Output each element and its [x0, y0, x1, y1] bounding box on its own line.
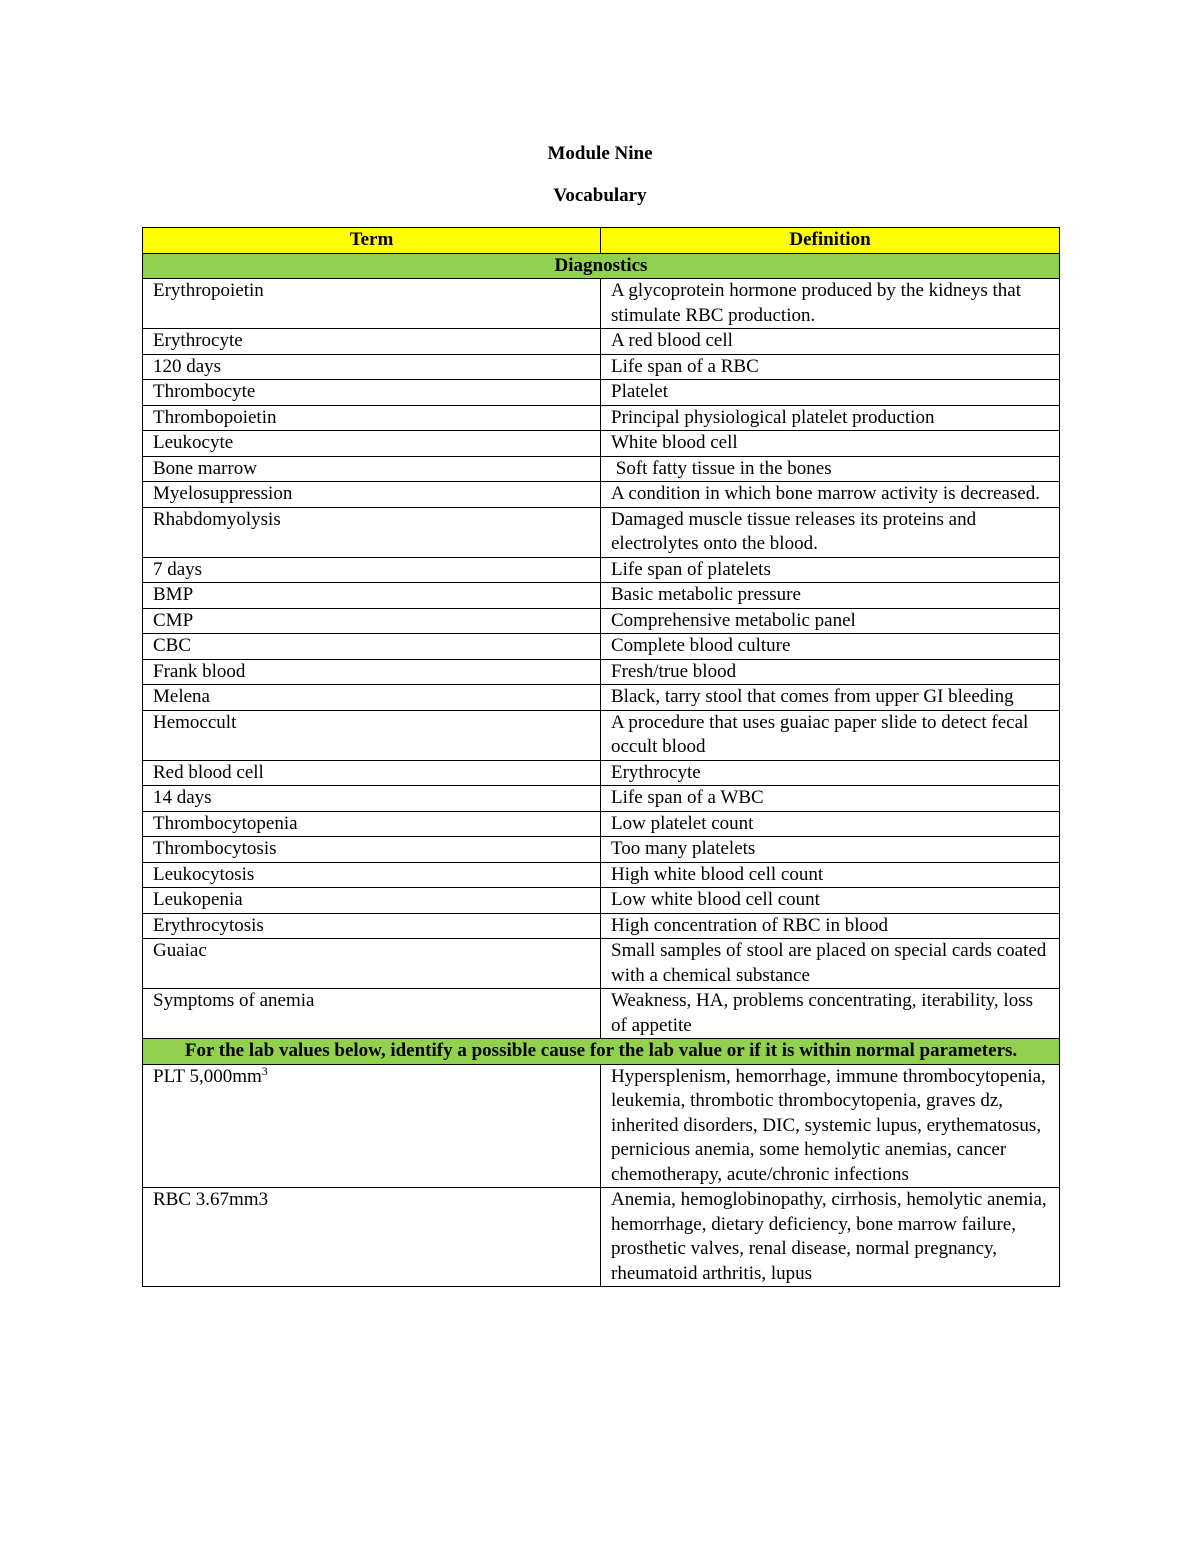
- section-row-diagnostics: [143, 253, 1060, 279]
- definition-cell: Small samples of stool are placed on special cards coated with a chemical substance: [601, 939, 1060, 989]
- term-cell: Thrombocytopenia: [143, 811, 601, 837]
- table-row: [143, 329, 1060, 355]
- table-row: [143, 710, 1060, 760]
- definition-cell: A red blood cell: [601, 329, 1060, 355]
- definition-cell: Hypersplenism, hemorrhage, immune thrombocytopenia, leukemia, thrombotic thrombocytopenia, graves dz, inherited disorders, DIC, systemic lupus, erythematosus, pernicious anemia, some hemolytic anemias, cancer chemotherapy, acute/chronic infections: [601, 1064, 1060, 1188]
- term-cell: Leukocyte: [143, 431, 601, 457]
- table-row: [143, 1188, 1060, 1287]
- lab-term-text: PLT 5,000mm: [153, 1065, 262, 1087]
- definition-cell: A condition in which bone marrow activity is decreased.: [601, 482, 1060, 508]
- definition-cell: Comprehensive metabolic panel: [601, 608, 1060, 634]
- header-term: Term: [143, 228, 601, 254]
- definition-cell: High white blood cell count: [601, 862, 1060, 888]
- term-cell: Bone marrow: [143, 456, 601, 482]
- table-row: [143, 608, 1060, 634]
- term-cell: Thrombocyte: [143, 380, 601, 406]
- table-header-row: [143, 228, 1060, 254]
- term-cell: Hemoccult: [143, 710, 601, 760]
- term-cell: Myelosuppression: [143, 482, 601, 508]
- document-title: Module Nine: [547, 143, 653, 164]
- table-row: [143, 1064, 1060, 1188]
- definition-cell: Fresh/true blood: [601, 659, 1060, 685]
- table-row: [143, 862, 1060, 888]
- table-row: [143, 557, 1060, 583]
- section-title-diagnostics: Diagnostics: [143, 253, 1060, 279]
- table-row: [143, 456, 1060, 482]
- definition-cell: A procedure that uses guaiac paper slide to detect fecal occult blood: [601, 710, 1060, 760]
- definition-cell: Life span of a WBC: [601, 786, 1060, 812]
- table-row: [143, 431, 1060, 457]
- definition-cell: Life span of platelets: [601, 557, 1060, 583]
- definition-cell: Damaged muscle tissue releases its proteins and electrolytes onto the blood.: [601, 507, 1060, 557]
- term-cell: Symptoms of anemia: [143, 989, 601, 1039]
- definition-cell: Weakness, HA, problems concentrating, iterability, loss of appetite: [601, 989, 1060, 1039]
- table-row: [143, 685, 1060, 711]
- document-subtitle: Vocabulary: [553, 185, 647, 206]
- definition-cell: Basic metabolic pressure: [601, 583, 1060, 609]
- table-row: [143, 913, 1060, 939]
- term-cell: 14 days: [143, 786, 601, 812]
- term-cell: CBC: [143, 634, 601, 660]
- term-cell: CMP: [143, 608, 601, 634]
- definition-cell: Principal physiological platelet production: [601, 405, 1060, 431]
- definition-cell: Anemia, hemoglobinopathy, cirrhosis, hemolytic anemia, hemorrhage, dietary deficiency, bone marrow failure, prosthetic valves, renal disease, normal pregnancy, rheumatoid arthritis, lupus: [601, 1188, 1060, 1287]
- table-row: [143, 354, 1060, 380]
- table-row: [143, 837, 1060, 863]
- table-row: [143, 482, 1060, 508]
- definition-cell: A glycoprotein hormone produced by the kidneys that stimulate RBC production.: [601, 279, 1060, 329]
- term-cell: Leukocytosis: [143, 862, 601, 888]
- term-cell: Rhabdomyolysis: [143, 507, 601, 557]
- term-cell: Melena: [143, 685, 601, 711]
- term-cell: Red blood cell: [143, 760, 601, 786]
- table-row: [143, 786, 1060, 812]
- term-cell: Thrombocytosis: [143, 837, 601, 863]
- definition-cell: Platelet: [601, 380, 1060, 406]
- superscript: 3: [261, 1064, 268, 1078]
- definition-cell: Black, tarry stool that comes from upper GI bleeding: [601, 685, 1060, 711]
- table-row: [143, 659, 1060, 685]
- term-cell: Frank blood: [143, 659, 601, 685]
- definition-cell: Erythrocyte: [601, 760, 1060, 786]
- definition-cell: Soft fatty tissue in the bones: [601, 456, 1060, 482]
- term-cell: Leukopenia: [143, 888, 601, 914]
- definition-cell: High concentration of RBC in blood: [601, 913, 1060, 939]
- table-row: [143, 507, 1060, 557]
- term-cell: Erythrocyte: [143, 329, 601, 355]
- definition-cell: Complete blood culture: [601, 634, 1060, 660]
- table-row: [143, 380, 1060, 406]
- term-cell: Erythrocytosis: [143, 913, 601, 939]
- header-definition: Definition: [601, 228, 1060, 254]
- section-row-lab-values: [143, 1039, 1060, 1065]
- definition-cell: Too many platelets: [601, 837, 1060, 863]
- table-row: [143, 989, 1060, 1039]
- term-cell: Thrombopoietin: [143, 405, 601, 431]
- definition-cell: Life span of a RBC: [601, 354, 1060, 380]
- table-row: [143, 583, 1060, 609]
- table-row: [143, 760, 1060, 786]
- term-cell: Erythropoietin: [143, 279, 601, 329]
- table-row: [143, 888, 1060, 914]
- table-row: [143, 939, 1060, 989]
- definition-cell: Low white blood cell count: [601, 888, 1060, 914]
- table-row: [143, 634, 1060, 660]
- term-cell: [143, 1064, 601, 1188]
- term-cell: 120 days: [143, 354, 601, 380]
- table-row: [143, 279, 1060, 329]
- term-cell: 7 days: [143, 557, 601, 583]
- term-cell: Guaiac: [143, 939, 601, 989]
- term-cell: BMP: [143, 583, 601, 609]
- table-row: [143, 405, 1060, 431]
- vocabulary-table: [142, 227, 1060, 1287]
- definition-cell: Low platelet count: [601, 811, 1060, 837]
- definition-cell: White blood cell: [601, 431, 1060, 457]
- term-cell: RBC 3.67mm3: [143, 1188, 601, 1287]
- table-row: [143, 811, 1060, 837]
- section-title-lab-values: For the lab values below, identify a possible cause for the lab value or if it is within normal parameters.: [143, 1039, 1060, 1065]
